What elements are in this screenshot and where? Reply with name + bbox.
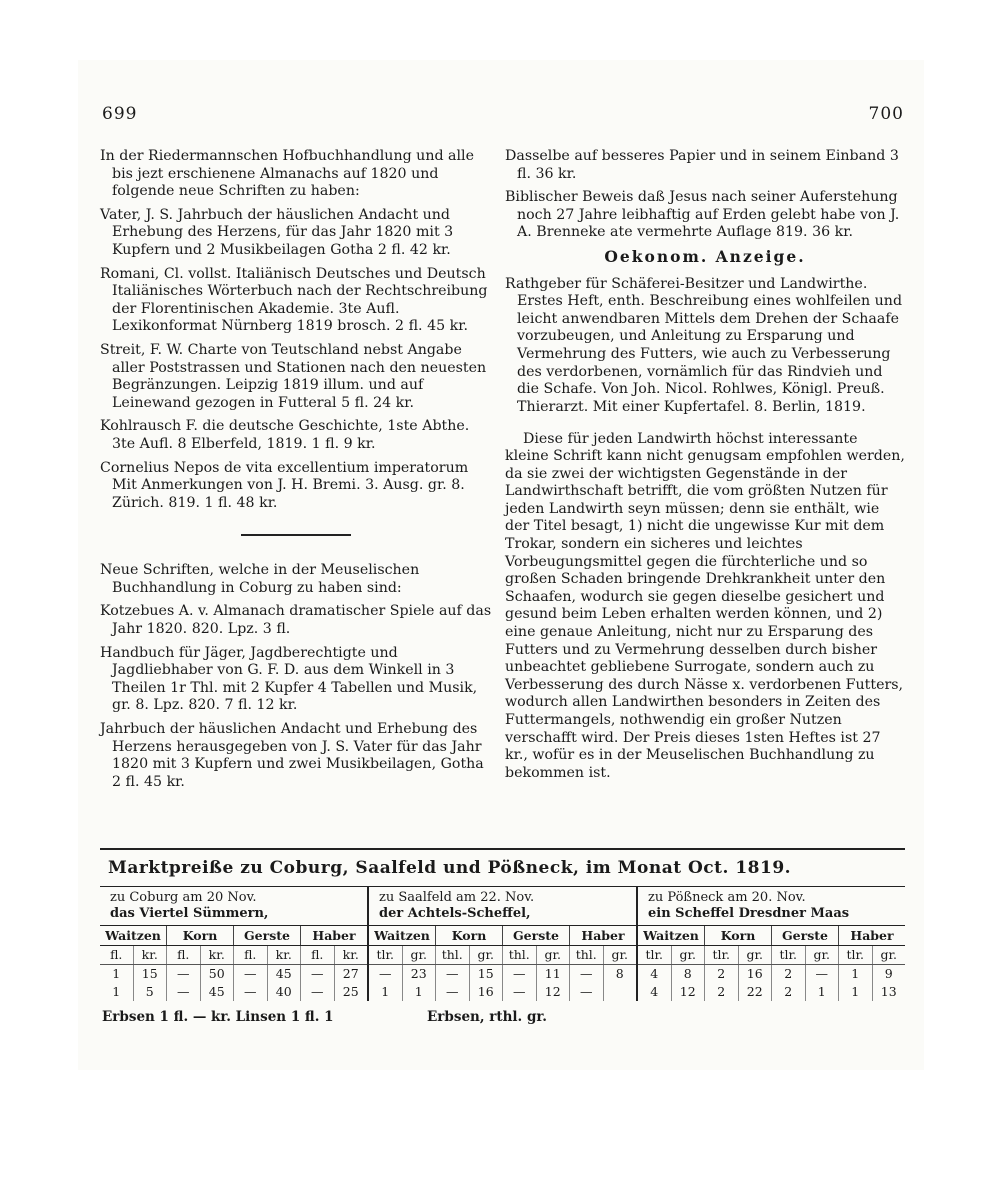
unit-label: kr.: [267, 946, 301, 964]
price-row: [100, 965, 367, 983]
grain-label: Waitzen: [374, 928, 430, 943]
price-cell: 2: [704, 983, 738, 1001]
price-cell: —: [379, 966, 392, 981]
price-cell: —: [502, 983, 536, 1001]
price-cell: 8: [603, 965, 637, 983]
grain-label: Haber: [569, 926, 636, 945]
book-entry-vater: Vater, J. S. Jahrbuch der häuslichen Andacht und Erhebung des Herzens, für das Jahr 1820 mit 3 Kupfern und 2 Musikbeilagen Gotha 2 fl. 42 kr.: [100, 206, 454, 258]
price-row: [369, 983, 636, 1001]
grain-header-row: [369, 925, 636, 946]
price-cell: 25: [334, 983, 368, 1001]
unit-label: gr.: [872, 946, 906, 964]
market-place-date: zu Pößneck am 20. Nov.: [648, 890, 806, 905]
price-cell: 11: [536, 965, 570, 983]
price-cell: 8: [671, 965, 705, 983]
price-cell: [603, 983, 637, 1001]
book-entry-jahrbuch: Jahrbuch der häuslichen Andacht und Erhebung des Herzens herausgegeben von J. S. Vater für das Jahr 1820 mit 3 Kupfern und zwei Musikbeilagen, Gotha 2 fl. 45 kr.: [100, 721, 484, 790]
price-cell: 45: [200, 983, 234, 1001]
unit-label: thl.: [569, 946, 603, 964]
price-cell: 1: [402, 983, 436, 1001]
unit-label: gr.: [738, 946, 772, 964]
price-cell: —: [300, 965, 334, 983]
grain-label: Gerste: [502, 926, 569, 945]
price-cell: 16: [738, 965, 772, 983]
market-block: [367, 887, 636, 1001]
right-column: [505, 148, 905, 797]
unit-label: tlr.: [838, 946, 872, 964]
unit-label: tlr.: [645, 947, 664, 962]
grain-header-row: [100, 925, 367, 946]
price-cell: —: [166, 983, 200, 1001]
price-cell: 40: [267, 983, 301, 1001]
unit-label: thl.: [435, 946, 469, 964]
price-cell: 4: [650, 984, 659, 999]
unit-label: kr.: [133, 946, 167, 964]
price-cell: 5: [133, 983, 167, 1001]
unit-label: tlr.: [771, 946, 805, 964]
legume-prices-mid: Erbsen, rthl. gr.: [427, 1009, 547, 1025]
unit-label: kr.: [334, 946, 368, 964]
market-place-date: zu Coburg am 20 Nov.: [110, 890, 257, 905]
grain-label: Waitzen: [643, 928, 699, 943]
unit-label: fl.: [110, 947, 123, 962]
book-entry-kohlrausch: Kohlrausch F. die deutsche Geschichte, 1ste Abthe. 3te Aufl. 8 Elberfeld, 1819. 1 fl. 9 kr.: [100, 418, 470, 452]
book-entry-romani: Romani, Cl. vollst. Italiänisch Deutsches und Deutsch Italiänisches Wörterbuch nach der Rechtschreibung der Florentinischen Akademie. 3te Aufl. Lexikonformat Nürnberg 1819 brosch. 2 fl. 45 kr.: [100, 265, 488, 335]
market-price-table: [100, 886, 905, 1001]
unit-label: fl.: [300, 946, 334, 964]
price-cell: 1: [112, 984, 121, 999]
newspaper-page: [78, 60, 924, 1070]
grain-label: Haber: [838, 926, 905, 945]
price-cell: 13: [872, 983, 906, 1001]
book-entry-nepos: Cornelius Nepos de vita excellentium imperatorum Mit Anmerkungen von J. H. Bremi. 3. Ausg. gr. 8. Zürich. 819. 1 fl. 48 kr.: [100, 459, 469, 511]
market-measure: der Achtels-Scheffel,: [379, 906, 531, 921]
unit-label: gr.: [671, 946, 705, 964]
intro-meusel: Neue Schriften, welche in der Meuselischen Buchhandlung in Coburg zu haben sind:: [100, 562, 420, 596]
unit-label: gr.: [603, 946, 637, 964]
price-cell: —: [569, 965, 603, 983]
price-cell: 12: [536, 983, 570, 1001]
intro-riedermann: In der Riedermannschen Hofbuchhandlung und alle bis jezt erschienene Almanachs auf 1820 und folgende neue Schriften zu haben:: [100, 148, 474, 200]
price-cell: —: [502, 965, 536, 983]
unit-label: gr.: [536, 946, 570, 964]
book-entry-handbuch: Handbuch für Jäger, Jagdberechtigte und Jagdliebhaber von G. F. D. aus dem Winkell in 3 Theilen 1r Thl. mit 2 Kupfer 4 Tabellen und Musik, gr. 8. Lpz. 820. 7 fl. 12 kr.: [100, 644, 478, 714]
unit-label: fl.: [166, 946, 200, 964]
market-price-section: [100, 848, 905, 1025]
grain-header-row: [638, 925, 905, 946]
price-cell: —: [435, 965, 469, 983]
price-cell: 45: [267, 965, 301, 983]
section-divider: [241, 534, 351, 536]
legume-prices-left: Erbsen 1 fl. — kr. Linsen 1 fl. 1: [102, 1009, 334, 1025]
grain-label: Gerste: [233, 926, 300, 945]
unit-label: gr.: [469, 946, 503, 964]
price-cell: —: [805, 965, 839, 983]
price-cell: 1: [838, 965, 872, 983]
market-measure: das Viertel Sümmern,: [110, 906, 269, 921]
price-cell: —: [300, 983, 334, 1001]
market-place-date: zu Saalfeld am 22. Nov.: [379, 890, 535, 905]
price-cell: —: [166, 965, 200, 983]
unit-label: kr.: [200, 946, 234, 964]
price-row: [638, 965, 905, 983]
market-header: [100, 887, 367, 925]
market-block: [100, 887, 367, 1001]
price-cell: 9: [872, 965, 906, 983]
price-cell: 50: [200, 965, 234, 983]
grain-label: Haber: [300, 926, 367, 945]
price-cell: 16: [469, 983, 503, 1001]
price-cell: —: [435, 983, 469, 1001]
unit-label: thl.: [502, 946, 536, 964]
unit-label: fl.: [233, 946, 267, 964]
price-cell: 15: [133, 965, 167, 983]
price-cell: 2: [771, 983, 805, 1001]
book-entry-kotzebue: Kotzebues A. v. Almanach dramatischer Spiele auf das Jahr 1820. 820. Lpz. 3 fl.: [100, 603, 492, 638]
grain-label: Korn: [435, 926, 502, 945]
price-cell: 22: [738, 983, 772, 1001]
price-cell: 15: [469, 965, 503, 983]
unit-label: gr.: [805, 946, 839, 964]
market-table-title: Marktpreiße zu Coburg, Saalfeld und Pößneck, im Monat Oct. 1819.: [108, 858, 792, 878]
price-row: [369, 965, 636, 983]
price-cell: —: [569, 983, 603, 1001]
book-entry-rathgeber: Rathgeber für Schäferei-Besitzer und Landwirthe. Erstes Heft, enth. Beschreibung eines wohlfeilen und leicht anwendbaren Mittels dem Drehen der Schaafe vorzubeugen, und Anleitung zu Ersparung und Vermehrung des Futters, wie auch zu Verbesserung des verdorbenen, vornämlich für das Rindvieh und die Schafe. Von Joh. Nicol. Rohlwes, Königl. Preuß. Thierarzt. Mit einer Kupfertafel. 8. Berlin, 1819.: [505, 275, 903, 415]
price-row: [100, 983, 367, 1001]
left-column: [100, 148, 492, 797]
price-cell: 1: [805, 983, 839, 1001]
price-cell: 4: [650, 966, 659, 981]
market-block: [636, 887, 905, 1001]
page-number-left: 699: [102, 104, 138, 124]
unit-header-row: [369, 946, 636, 965]
price-cell: 1: [112, 966, 121, 981]
price-cell: 1: [381, 984, 390, 999]
unit-label: tlr.: [376, 947, 395, 962]
price-cell: 23: [402, 965, 436, 983]
grain-label: Waitzen: [105, 928, 161, 943]
price-cell: 12: [671, 983, 705, 1001]
section-heading-oekonom: Oekonom. Anzeige.: [604, 246, 806, 266]
grain-label: Korn: [704, 926, 771, 945]
book-entry-continued: Dasselbe auf besseres Papier und in seinem Einband 3 fl. 36 kr.: [505, 148, 899, 182]
price-cell: 2: [704, 965, 738, 983]
page-number-right: 700: [868, 104, 904, 124]
review-paragraph: Diese für jeden Landwirth höchst interessante kleine Schrift kann nicht genugsam empfohlen werden, da sie zwei der wichtigsten Gegenstände in der Landwirthschaft betrifft, die vom größten Nutzen für jeden Landwirth seyn müssen; denn sie enthält, wie der Titel besagt, 1) nicht die ungewisse Kur mit dem Trokar, sondern ein sicheres und leichtes Vorbeugungsmittel gegen die fürchterliche und so großen Schaden bringende Drehkrankheit unter den Schaafen, wodurch sie gegen dieselbe gesichert und gesund beim Leben erhalten werden können, und 2) eine genaue Anleitung, nicht nur zu Ersparung des Futters und zu Vermehrung desselben durch bisher unbeachtet gebliebene Surrogate, sondern auch zu Verbesserung des durch Nässe x. verdorbenen Futters, wodurch allen Landwirthen besonders in Zeiten des Futtermangels, nothwendig ein großer Nutzen verschafft wird. Der Preis dieses 1sten Heftes ist 27 kr., wofür es in der Meuselischen Buchhandlung zu bekommen ist.: [505, 430, 905, 781]
price-cell: —: [233, 983, 267, 1001]
price-cell: 2: [771, 965, 805, 983]
price-row: [638, 983, 905, 1001]
price-cell: —: [233, 965, 267, 983]
book-entry-brenneke: Biblischer Beweis daß Jesus nach seiner Auferstehung noch 27 Jahre leibhaftig auf Erden gelebt habe von J. A. Brenneke ate vermehrte Auflage 819. 36 kr.: [505, 189, 900, 241]
legume-prices-row: [100, 1009, 905, 1025]
grain-label: Korn: [166, 926, 233, 945]
market-header: [638, 887, 905, 925]
book-entry-streit: Streit, F. W. Charte von Teutschland nebst Angabe aller Poststrassen und Stationen nach den neuesten Begränzungen. Leipzig 1819 illum. und auf Leinewand gezogen in Futteral 5 fl. 24 kr.: [100, 341, 487, 411]
price-cell: 1: [838, 983, 872, 1001]
unit-header-row: [638, 946, 905, 965]
unit-label: tlr.: [704, 946, 738, 964]
unit-label: gr.: [402, 946, 436, 964]
unit-header-row: [100, 946, 367, 965]
grain-label: Gerste: [771, 926, 838, 945]
market-header: [369, 887, 636, 925]
price-cell: 27: [334, 965, 368, 983]
market-measure: ein Scheffel Dresdner Maas: [648, 906, 850, 921]
table-top-rule: [100, 848, 905, 850]
